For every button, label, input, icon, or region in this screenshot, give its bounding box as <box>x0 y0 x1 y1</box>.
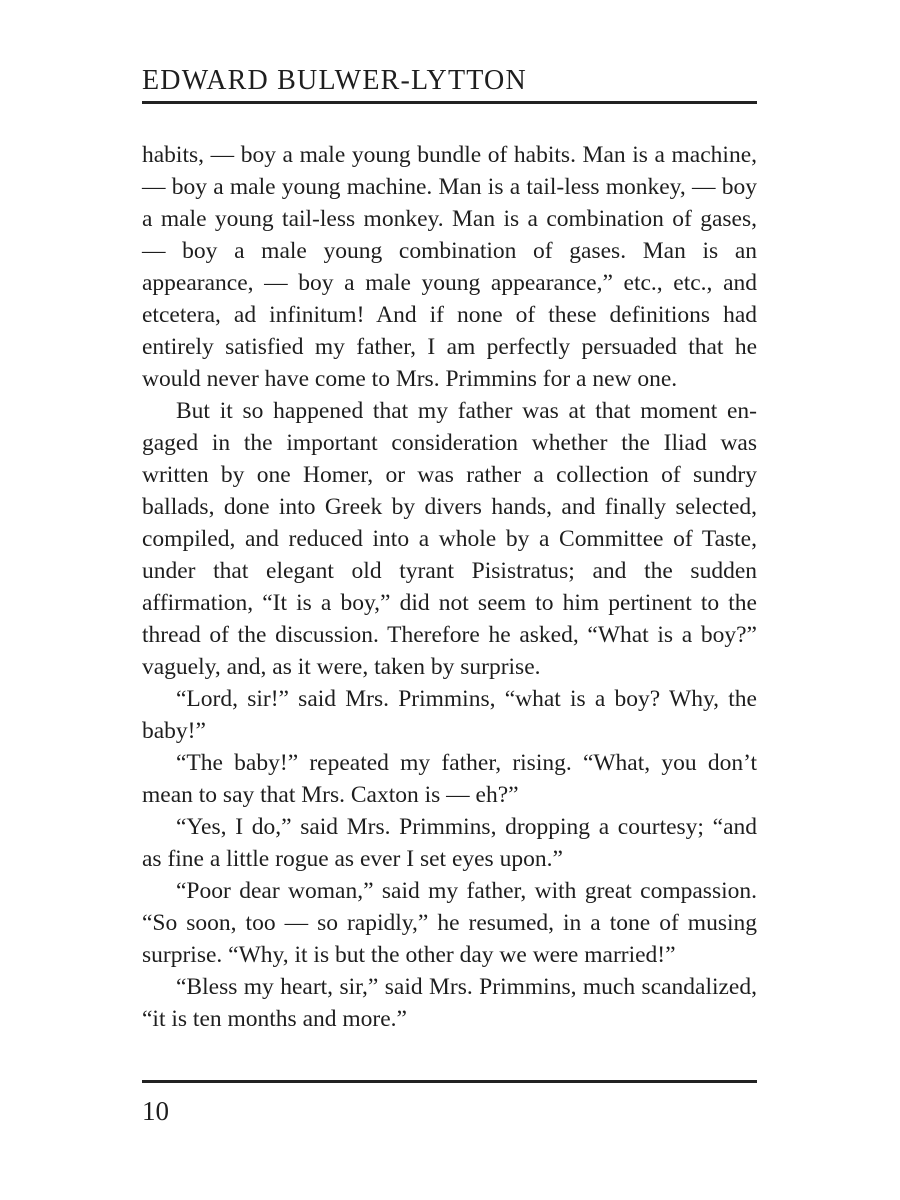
header-rule <box>142 101 757 104</box>
running-header <box>142 64 757 104</box>
paragraph: “Poor dear woman,” said my father, with great compassion. “So soon, too — so rapidly,” he resumed, in a tone of musing surprise. “Why, it is but the other day we were married!” <box>142 878 757 968</box>
page-number: 10 <box>142 1096 169 1126</box>
paragraph: “Lord, sir!” said Mrs. Primmins, “what is a boy? Why, the baby!” <box>142 686 757 744</box>
paragraph: But it so happened that my father was at that moment engaged in the important consideration whether the Iliad was written by one Homer, or was rather a collection of sundry ballads, done into Greek by divers hands, and finally selected, compiled, and reduced into a whole by a Committee of Taste, under that elegant old tyrant Pisistratus; and the sudden affirmation, “It is a boy,” did not seem to him pertinent to the thread of the discussion. Therefore he asked, “What is a boy?” vaguely, and, as it were, taken by surprise. <box>142 398 757 680</box>
paragraph: “Yes, I do,” said Mrs. Primmins, dropping a courtesy; “and as fine a little rogue as ever I set eyes upon.” <box>142 814 757 872</box>
paragraph: “Bless my heart, sir,” said Mrs. Primmins, much scandalized, “it is ten months and more.” <box>142 974 757 1032</box>
paragraph: habits, — boy a male young bundle of habits. Man is a machine, — boy a male young machine. Man is a tail-less monkey, — boy a male young tail-less monkey. Man is a combination of gases, — boy a male young combination of gases. Man is an appearance, — boy a male young appearance,” etc., etc., and etcetera, ad infinitum! And if none of these definitions had entirely satisfied my father, I am perfectly persuaded that he would never have come to Mrs. Primmins for a new one. <box>142 142 757 392</box>
footer-rule <box>142 1080 757 1083</box>
author-name-header: EDWARD BULWER-LYTTON <box>142 65 527 96</box>
paragraph: “The baby!” repeated my father, rising. “What, you don’t mean to say that Mrs. Caxton is — eh?” <box>142 750 757 808</box>
body-text <box>142 139 757 1035</box>
